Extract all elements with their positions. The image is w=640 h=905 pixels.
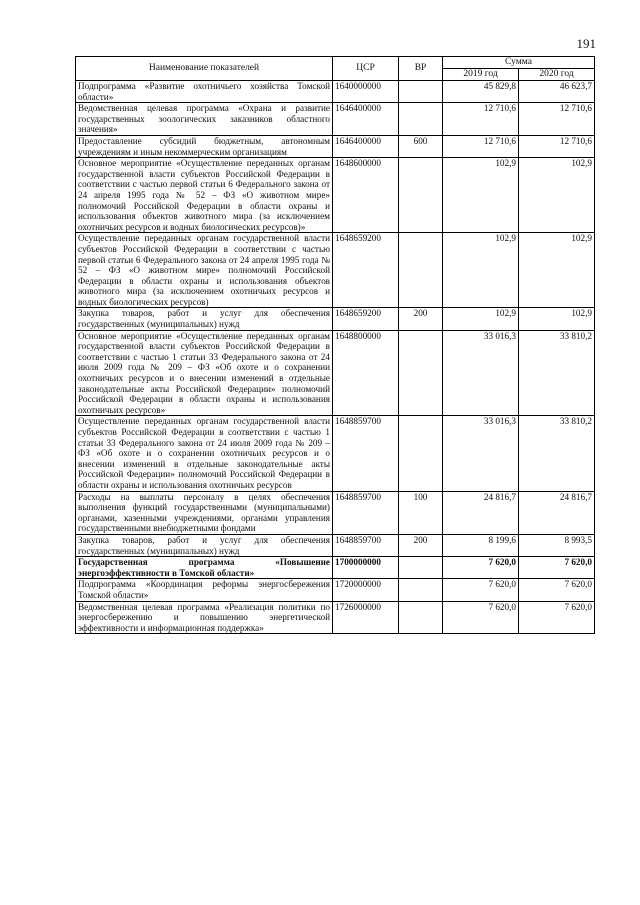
row-sum-2019: 33 016,3 [443,416,519,491]
table-row [76,601,595,634]
row-vr [399,557,443,579]
row-sum-2019: 7 620,0 [443,579,519,601]
row-name: Осуществление переданных органам государственной власти субъектов Российской Федерации в соответствии с частью 1 статьи 33 Федерального закона от 24 июля 2009 года № 209 – ФЗ «Об охоте и о сохранении охотничьих ресурсов и о внесении изменений в отдельные законодательные акты Российской Федерации» полномочий Российской Федерации в области охраны и использования охотничьих ресурсов [76,416,333,491]
row-csr: 1648659200 [333,233,399,308]
table-row [76,233,595,308]
row-csr: 1648600000 [333,158,399,233]
row-csr: 1648659200 [333,308,399,330]
row-vr [399,81,443,103]
header-name: Наименование показателей [76,57,333,81]
header-2019: 2019 год [443,69,519,81]
row-csr: 1640000000 [333,81,399,103]
row-name: Закупка товаров, работ и услуг для обеспечения государственных (муниципальных) нужд [76,534,333,556]
row-name: Государственная программа «Повышение энергоэффективности в Томской области» [76,557,333,579]
row-csr: 1720000000 [333,579,399,601]
table-row [76,103,595,136]
row-vr: 200 [399,308,443,330]
row-sum-2020: 12 710,6 [519,103,595,136]
row-sum-2020: 7 620,0 [519,579,595,601]
row-sum-2020: 102,9 [519,308,595,330]
row-sum-2020: 33 810,2 [519,416,595,491]
row-sum-2019: 33 016,3 [443,330,519,416]
row-csr: 1646400000 [333,135,399,157]
row-vr: 200 [399,534,443,556]
row-sum-2019: 102,9 [443,308,519,330]
row-sum-2019: 8 199,6 [443,534,519,556]
table-row [76,579,595,601]
header-sum: Сумма [443,57,595,69]
row-csr: 1648800000 [333,330,399,416]
row-name: Подпрограмма «Развитие охотничьего хозяйства Томской области» [76,81,333,103]
row-vr [399,158,443,233]
row-name: Основное мероприятие «Осуществление переданных органам государственной власти субъектов Российской Федерации в соответствии с частью первой статьи 6 Федерального закона от 24 апреля 1995 года № 52 – ФЗ «О животном мире» полномочий Российской Федерации в области охраны и использования объектов животного мира (за исключением охотничьих ресурсов и водных биологических ресурсов)» [76,158,333,233]
row-vr: 100 [399,491,443,534]
row-sum-2020: 102,9 [519,158,595,233]
row-vr [399,601,443,634]
row-sum-2020: 24 816,7 [519,491,595,534]
row-vr [399,579,443,601]
row-sum-2020: 102,9 [519,233,595,308]
header-csr: ЦСР [333,57,399,81]
row-name: Ведомственная целевая программа «Охрана и развитие государственных зоологических заказников областного значения» [76,103,333,136]
table-row [76,308,595,330]
row-sum-2019: 12 710,6 [443,103,519,136]
table-row [76,416,595,491]
row-sum-2019: 7 620,0 [443,601,519,634]
table-row [76,81,595,103]
row-csr: 1648859700 [333,416,399,491]
table-row [76,330,595,416]
table-row [76,557,595,579]
row-sum-2019: 7 620,0 [443,557,519,579]
row-name: Расходы на выплаты персоналу в целях обеспечения выполнения функций государственными (муниципальными) органами, казенными учреждениями, органами управления государственными внебюджетными фондами [76,491,333,534]
header-vr: ВР [399,57,443,81]
row-sum-2020: 7 620,0 [519,557,595,579]
row-sum-2019: 12 710,6 [443,135,519,157]
budget-table [75,56,595,634]
row-sum-2020: 8 993,5 [519,534,595,556]
row-name: Закупка товаров, работ и услуг для обеспечения государственных (муниципальных) нужд [76,308,333,330]
row-vr: 600 [399,135,443,157]
row-sum-2020: 33 810,2 [519,330,595,416]
row-sum-2019: 24 816,7 [443,491,519,534]
row-csr: 1648859700 [333,491,399,534]
row-sum-2019: 45 829,8 [443,81,519,103]
header-2020: 2020 год [519,69,595,81]
row-vr [399,330,443,416]
page-number: 191 [576,36,596,51]
table-row [76,491,595,534]
row-vr [399,233,443,308]
row-name: Предоставление субсидий бюджетным, автономным учреждениям и иным некоммерческим организациям [76,135,333,157]
row-sum-2020: 12 710,6 [519,135,595,157]
row-sum-2020: 7 620,0 [519,601,595,634]
row-csr: 1646400000 [333,103,399,136]
row-vr [399,416,443,491]
row-sum-2019: 102,9 [443,158,519,233]
row-csr: 1726000000 [333,601,399,634]
table-row [76,534,595,556]
row-sum-2020: 46 623,7 [519,81,595,103]
row-name: Ведомственная целевая программа «Реализация политики по энергосбережению и повышению энергетической эффективности и информационная поддержка» [76,601,333,634]
row-name: Основное мероприятие «Осуществление переданных органам государственной власти субъектов Российской Федерации в соответствии с частью 1 статьи 33 Федерального закона от 24 июля 2009 года № 209 – ФЗ «Об охоте и о сохранении охотничьих ресурсов и о внесении изменений в отдельные законодательные акты Российской Федерации» полномочий Российской Федерации в области охраны и использования охотничьих ресурсов» [76,330,333,416]
table-row [76,158,595,233]
row-vr [399,103,443,136]
row-name: Подпрограмма «Координация реформы энергосбережения Томской области» [76,579,333,601]
row-name: Осуществление переданных органам государственной власти субъектов Российской Федерации в соответствии с частью первой статьи 6 Федерального закона от 24 апреля 1995 года № 52 – ФЗ «О животном мире» полномочий Российской Федерации в области охраны и использования объектов животного мира (за исключением охотничьих ресурсов и водных биологических ресурсов) [76,233,333,308]
row-csr: 1648859700 [333,534,399,556]
row-csr: 1700000000 [333,557,399,579]
table-row [76,135,595,157]
row-sum-2019: 102,9 [443,233,519,308]
